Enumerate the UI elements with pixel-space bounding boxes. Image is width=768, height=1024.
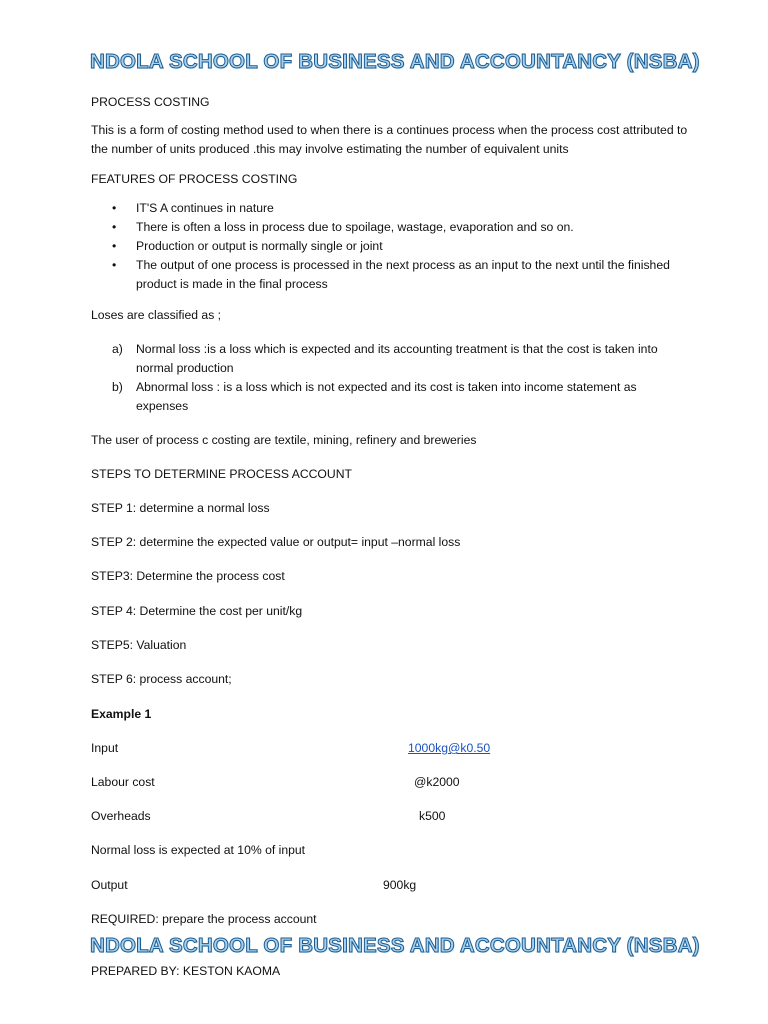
step-item: STEP 6: process account;: [91, 672, 232, 686]
labour-value: @k2000: [414, 775, 460, 789]
list-item-text: Normal loss :is a loss which is expected and its accounting treatment is that the cost is taken into normal production: [136, 342, 658, 375]
list-item: • IT'S A continues in nature: [112, 199, 672, 218]
list-item: • There is often a loss in process due to spoilage, wastage, evaporation and so on.: [112, 218, 672, 237]
list-item: • The output of one process is processed in the next process as an input to the next until the finished product is made in the final process: [112, 256, 672, 294]
users-text: The user of process c costing are textile, mining, refinery and breweries: [91, 433, 477, 447]
input-value-link[interactable]: 1000kg@k0.50: [408, 741, 491, 755]
output-value: 900kg: [383, 878, 417, 892]
list-marker: a): [112, 342, 123, 356]
process-costing-definition: This is a form of costing method used to when there is a continues process when the process cost attributed to the number of units produced .this may involve estimating the number of equivalent units: [91, 123, 688, 156]
step-item: STEP 4: Determine the cost per unit/kg: [91, 604, 303, 618]
required-text: REQUIRED: prepare the process account: [91, 912, 317, 926]
list-item-text: Abnormal loss : is a loss which is not expected and its cost is taken into income statement as expenses: [136, 380, 637, 413]
step-item: STEP3: Determine the process cost: [91, 569, 285, 583]
example-heading: Example 1: [91, 707, 152, 721]
steps-heading: STEPS TO DETERMINE PROCESS ACCOUNT: [91, 467, 352, 481]
school-banner: NDOLA SCHOOL OF BUSINESS AND ACCOUNTANCY (NSBA): [90, 50, 700, 73]
footer-banner: NDOLA SCHOOL OF BUSINESS AND ACCOUNTANCY (NSBA): [90, 934, 700, 957]
step-item: STEP 2: determine the expected value or output= input –normal loss: [91, 535, 461, 549]
output-label: Output: [91, 878, 128, 892]
losses-intro: Loses are classified as ;: [91, 308, 222, 322]
list-item: [112, 378, 672, 416]
normal-loss-text: Normal loss is expected at 10% of input: [91, 843, 306, 857]
overheads-value: k500: [419, 809, 446, 823]
prepared-by: PREPARED BY: KESTON KAOMA: [91, 964, 281, 978]
list-item: [112, 340, 672, 378]
features-list: [112, 199, 672, 294]
features-heading: FEATURES OF PROCESS COSTING: [91, 172, 298, 186]
overheads-label: Overheads: [91, 809, 151, 823]
step-item: STEP5: Valuation: [91, 638, 187, 652]
process-costing-heading: PROCESS COSTING: [91, 95, 210, 109]
input-label: Input: [91, 741, 119, 755]
list-item: • Production or output is normally single or joint: [112, 237, 672, 256]
losses-list: [112, 340, 672, 416]
labour-label: Labour cost: [91, 775, 155, 789]
step-item: STEP 1: determine a normal loss: [91, 501, 270, 515]
list-marker: b): [112, 380, 123, 394]
